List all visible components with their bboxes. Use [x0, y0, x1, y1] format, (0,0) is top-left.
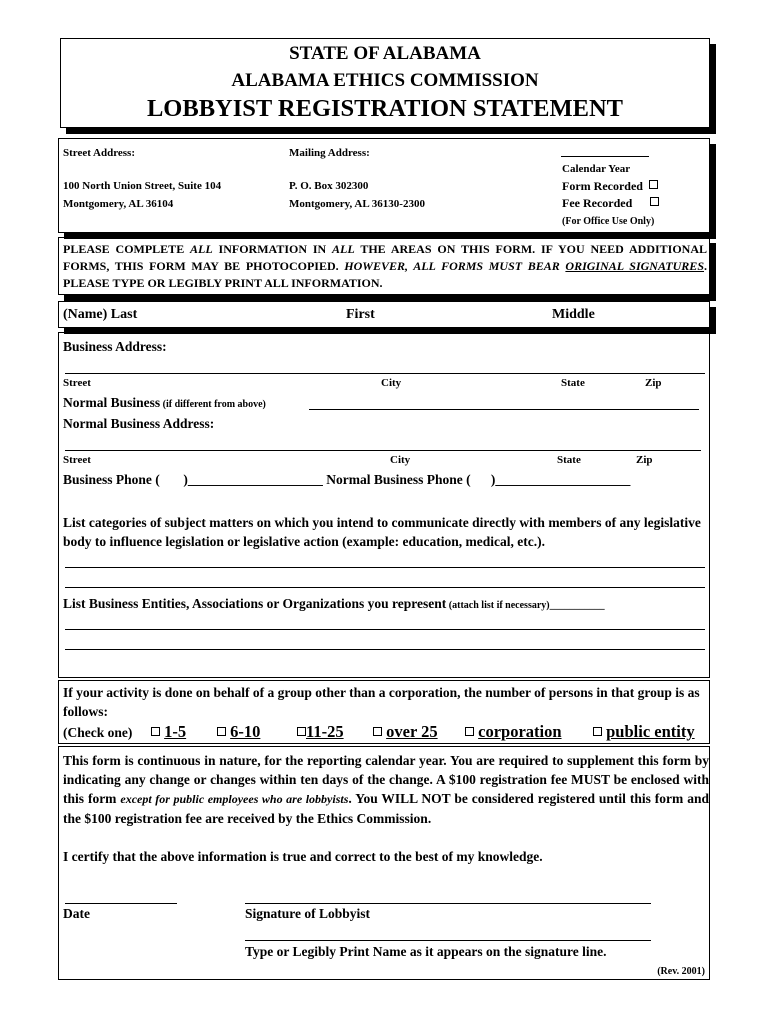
- mailing-address-line2: Montgomery, AL 36130-2300: [289, 198, 425, 210]
- zip-label-2: Zip: [636, 454, 653, 466]
- subject-matters-line-2[interactable]: [65, 587, 705, 588]
- name-middle-label: Middle: [552, 307, 595, 322]
- street-address-label: Street Address:: [63, 147, 136, 159]
- print-name-field[interactable]: [245, 940, 651, 941]
- instructions-text: PLEASE COMPLETE ALL INFORMATION IN ALL THE AREAS ON THIS FORM. IF YOU NEED ADDITIONAL FORMS, THIS FORM MAY BE PHOTOCOPIED. HOWEVER, ALL FORMS MUST BEAR ORIGINAL SIGNATURES. PLEASE TYPE OR LEGIBLY PRINT ALL INFORMATION.: [63, 242, 708, 290]
- mailing-address-label: Mailing Address:: [289, 147, 370, 159]
- state-label-2: State: [557, 454, 581, 466]
- normal-business-address-label: Normal Business Address:: [63, 416, 215, 431]
- checkbox-public-entity[interactable]: [593, 727, 602, 736]
- business-address-field[interactable]: [65, 373, 705, 374]
- fee-recorded-checkbox[interactable]: [650, 197, 659, 206]
- option-public-entity[interactable]: public entity: [593, 722, 695, 742]
- fee-recorded-label: Fee Recorded: [562, 196, 659, 211]
- state-label: State: [561, 377, 585, 389]
- name-last-label: (Name) Last: [63, 307, 138, 322]
- business-entities-line-2[interactable]: [65, 649, 705, 650]
- business-address-label: Business Address:: [63, 339, 167, 354]
- state-title: STATE OF ALABAMA: [289, 43, 481, 64]
- checkbox-11-25[interactable]: [297, 727, 306, 736]
- normal-business-field[interactable]: [309, 409, 699, 410]
- business-entities-label: List Business Entities, Associations or Organizations you represent (attach list if necessary)___________: [63, 596, 605, 611]
- checkbox-corporation[interactable]: [465, 727, 474, 736]
- group-text: If your activity is done on behalf of a group other than a corporation, the number of persons in that group is as follows:: [63, 685, 700, 719]
- street-label-2: Street: [63, 454, 91, 466]
- instructions-box: [58, 237, 710, 295]
- city-label-2: City: [390, 454, 411, 466]
- certify-statement: I certify that the above information is true and correct to the best of my knowledge.: [63, 849, 543, 864]
- option-over-25[interactable]: over 25: [373, 722, 438, 742]
- business-phone-field[interactable]: Business Phone ( )____________________ Normal Business Phone ( )____________________: [63, 472, 631, 487]
- certify-box: [58, 746, 710, 980]
- option-1-5[interactable]: 1-5: [151, 722, 186, 742]
- address-box: [58, 138, 710, 233]
- group-box: [58, 680, 710, 744]
- option-11-25[interactable]: 11-25: [297, 722, 344, 742]
- business-box: [58, 332, 710, 678]
- city-label: City: [381, 377, 402, 389]
- calendar-year-field[interactable]: [561, 156, 649, 157]
- name-first-label: First: [346, 307, 375, 322]
- check-one-label: (Check one): [63, 725, 133, 740]
- print-name-label: Type or Legibly Print Name as it appears on the signature line.: [245, 944, 607, 959]
- form-recorded-label: Form Recorded: [562, 179, 658, 194]
- normal-business-label: Normal Business (if different from above): [63, 395, 266, 410]
- name-row-box: [58, 301, 710, 328]
- header-box: [60, 38, 710, 128]
- checkbox-6-10[interactable]: [217, 727, 226, 736]
- form-recorded-checkbox[interactable]: [649, 180, 658, 189]
- page-title: LOBBYIST REGISTRATION STATEMENT: [146, 95, 624, 122]
- option-corporation[interactable]: corporation: [465, 722, 562, 742]
- subject-matters-text: List categories of subject matters on which you intend to communicate directly with members of any legislative body to influence legislation or legislative action (example: education, medical, etc.).: [63, 515, 701, 549]
- date-field[interactable]: [65, 903, 177, 904]
- checkbox-1-5[interactable]: [151, 727, 160, 736]
- option-6-10[interactable]: 6-10: [217, 722, 260, 742]
- subject-matters-line-1[interactable]: [65, 567, 705, 568]
- business-entities-line-1[interactable]: [65, 629, 705, 630]
- mailing-address-line1: P. O. Box 302300: [289, 180, 369, 192]
- normal-business-address-field[interactable]: [65, 450, 701, 451]
- zip-label: Zip: [645, 377, 662, 389]
- street-label: Street: [63, 377, 91, 389]
- signature-field[interactable]: [245, 903, 651, 904]
- revision-note: (Rev. 2001): [657, 966, 705, 977]
- signature-label: Signature of Lobbyist: [245, 906, 371, 921]
- commission-title: ALABAMA ETHICS COMMISSION: [231, 70, 539, 91]
- checkbox-over-25[interactable]: [373, 727, 382, 736]
- street-address-line1: 100 North Union Street, Suite 104: [63, 180, 222, 192]
- continuous-text: This form is continuous in nature, for the reporting calendar year. You are required to supplement this form by indicating any change or changes within ten days of the change. A $100 registration fee MUST be enclosed with this form except for public employees who are lobbyists. You WILL NOT be considered registered until this form and the $100 registration fee are received by the Ethics Commission.: [63, 753, 709, 826]
- date-label: Date: [63, 906, 90, 921]
- street-address-line2: Montgomery, AL 36104: [63, 198, 174, 210]
- calendar-year-label: Calendar Year: [562, 163, 631, 175]
- office-use-note: (For Office Use Only): [562, 216, 655, 227]
